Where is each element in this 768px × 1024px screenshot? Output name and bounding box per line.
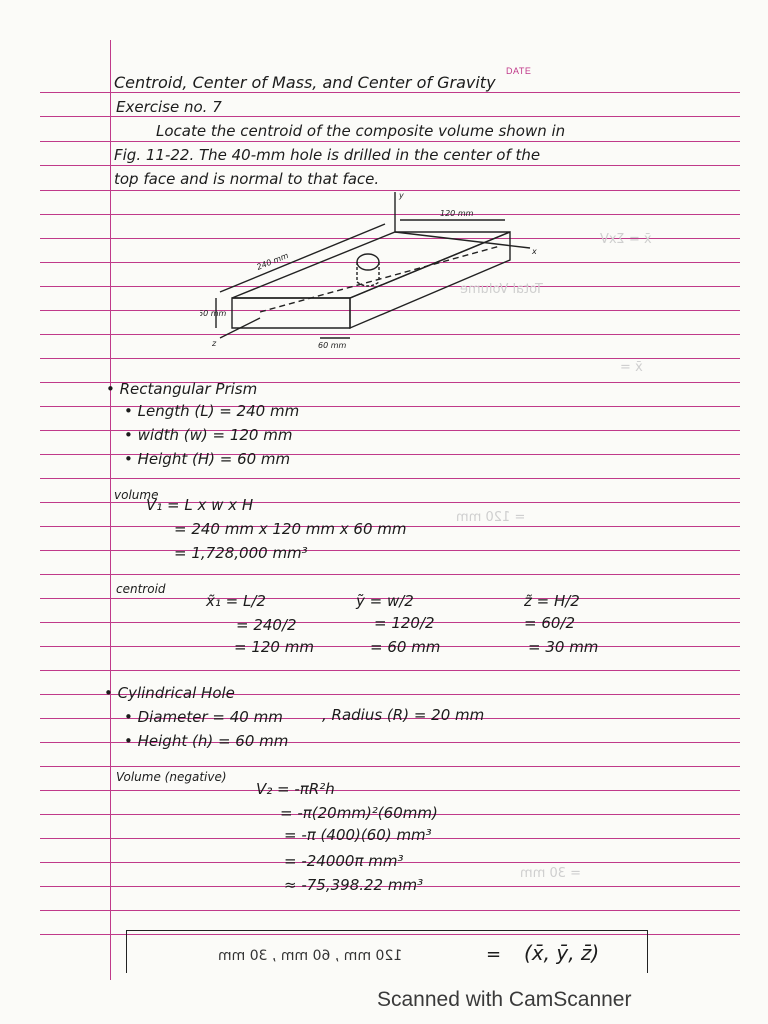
hole-volume-approx: ≈ -75,398.22 mm³ (284, 876, 424, 894)
prism-cx-formula: x̃₁ = L/2 (206, 592, 266, 610)
margin-line (110, 40, 111, 980)
camscanner-watermark: Scanned with CamScanner (377, 988, 632, 1011)
fig-label-y: y (399, 191, 404, 200)
composite-volume-figure (200, 190, 540, 355)
ruled-line (40, 910, 740, 911)
prism-cx-result: = 120 mm (234, 638, 314, 656)
prism-volume-result: = 1,728,000 mm³ (174, 544, 308, 562)
hole-volume-simplified: = -π (400)(60) mm³ (284, 826, 432, 844)
prism-heading-text: Rectangular Prism (119, 380, 258, 398)
prism-cx-step: = 240/2 (236, 616, 297, 634)
prism-length: • Length (L) = 240 mm (124, 402, 300, 420)
prism-cz-formula: z̃ = H/2 (524, 592, 580, 610)
prism-volume-formula: V₁ = L x w x H (146, 496, 254, 514)
ruled-line (40, 116, 740, 117)
prism-volume-label: volume (114, 488, 159, 502)
fig-label-x: x (532, 247, 537, 256)
fig-label-120: 120 mm (440, 209, 474, 218)
prism-cy-formula: ỹ = w/2 (356, 592, 414, 610)
problem-line-3: top face and is normal to that face. (114, 170, 380, 188)
hole-diameter: • Diameter = 40 mm (124, 708, 283, 726)
date-label: DATE (506, 66, 532, 76)
bleed-through-mark: = 120 mm (456, 510, 526, 525)
prism-height-text: Height (H) = 60 mm (137, 450, 291, 468)
ruled-line (40, 574, 740, 575)
prism-cy-result: = 60 mm (370, 638, 441, 656)
exercise-number: Exercise no. 7 (116, 98, 222, 116)
prism-length-text: Length (L) = 240 mm (137, 402, 300, 420)
hole-radius: , Radius (R) = 20 mm (322, 706, 485, 724)
prism-width: • width (w) = 120 mm (124, 426, 293, 444)
prism-heading: • Rectangular Prism (106, 380, 258, 398)
dim-240 (220, 224, 385, 292)
ruled-line (40, 141, 740, 142)
ruled-line (40, 358, 740, 359)
ruled-line (40, 766, 740, 767)
prism-side-face (350, 232, 510, 328)
hole-volume-label: Volume (negative) (116, 770, 227, 784)
answer-coordinates: (x̄, ȳ, z̄) (524, 941, 600, 965)
answer-values: 120 mm , 60 mm , 30 mm (218, 948, 403, 964)
prism-height: • Height (H) = 60 mm (124, 450, 291, 468)
hole-volume-exact: = -24000π mm³ (284, 852, 404, 870)
problem-line-2: Fig. 11-22. The 40-mm hole is drilled in the center of the (114, 146, 541, 164)
answer-equals: = (486, 944, 502, 965)
hole-diameter-text: Diameter = 40 mm (137, 708, 283, 726)
hole-ellipse (357, 254, 379, 270)
hole-volume-substitution: = -π(20mm)²(60mm) (280, 804, 438, 822)
page-title: Centroid, Center of Mass, and Center of Gravity (114, 73, 496, 92)
ruled-line (40, 92, 740, 93)
prism-cz-step: = 60/2 (524, 614, 576, 632)
prism-width-text: width (w) = 120 mm (137, 426, 293, 444)
ruled-line (40, 790, 740, 791)
fig-label-z: z (212, 339, 217, 348)
ruled-line (40, 165, 740, 166)
hole-height: • Height (h) = 60 mm (124, 732, 289, 750)
bleed-through-mark: = 30 mm (520, 866, 582, 881)
problem-line-1: Locate the centroid of the composite volume shown in (156, 122, 566, 140)
hole-heading: • Cylindrical Hole (104, 684, 235, 702)
prism-sketch (200, 190, 540, 355)
hole-volume-formula: V₂ = -πR²h (256, 780, 335, 798)
prism-cy-step: = 120/2 (374, 614, 435, 632)
ruled-line (40, 670, 740, 671)
bleed-through-mark: Total Volume (460, 282, 543, 297)
prism-cz-result: = 30 mm (528, 638, 599, 656)
hole-height-text: Height (h) = 60 mm (137, 732, 289, 750)
fig-label-60b: 60 mm (318, 341, 347, 350)
bleed-through-mark: x̄ = (620, 360, 643, 375)
ruled-line (40, 478, 740, 479)
fig-label-60: 60 mm (200, 309, 227, 318)
prism-volume-substitution: = 240 mm x 120 mm x 60 mm (174, 520, 407, 538)
hole-heading-text: Cylindrical Hole (117, 684, 235, 702)
fig-label-240: 240 mm (255, 250, 290, 272)
prism-centroid-label: centroid (116, 582, 166, 596)
ruled-line (40, 550, 740, 551)
bleed-through-mark: x̄ = ΣxV (600, 232, 652, 247)
